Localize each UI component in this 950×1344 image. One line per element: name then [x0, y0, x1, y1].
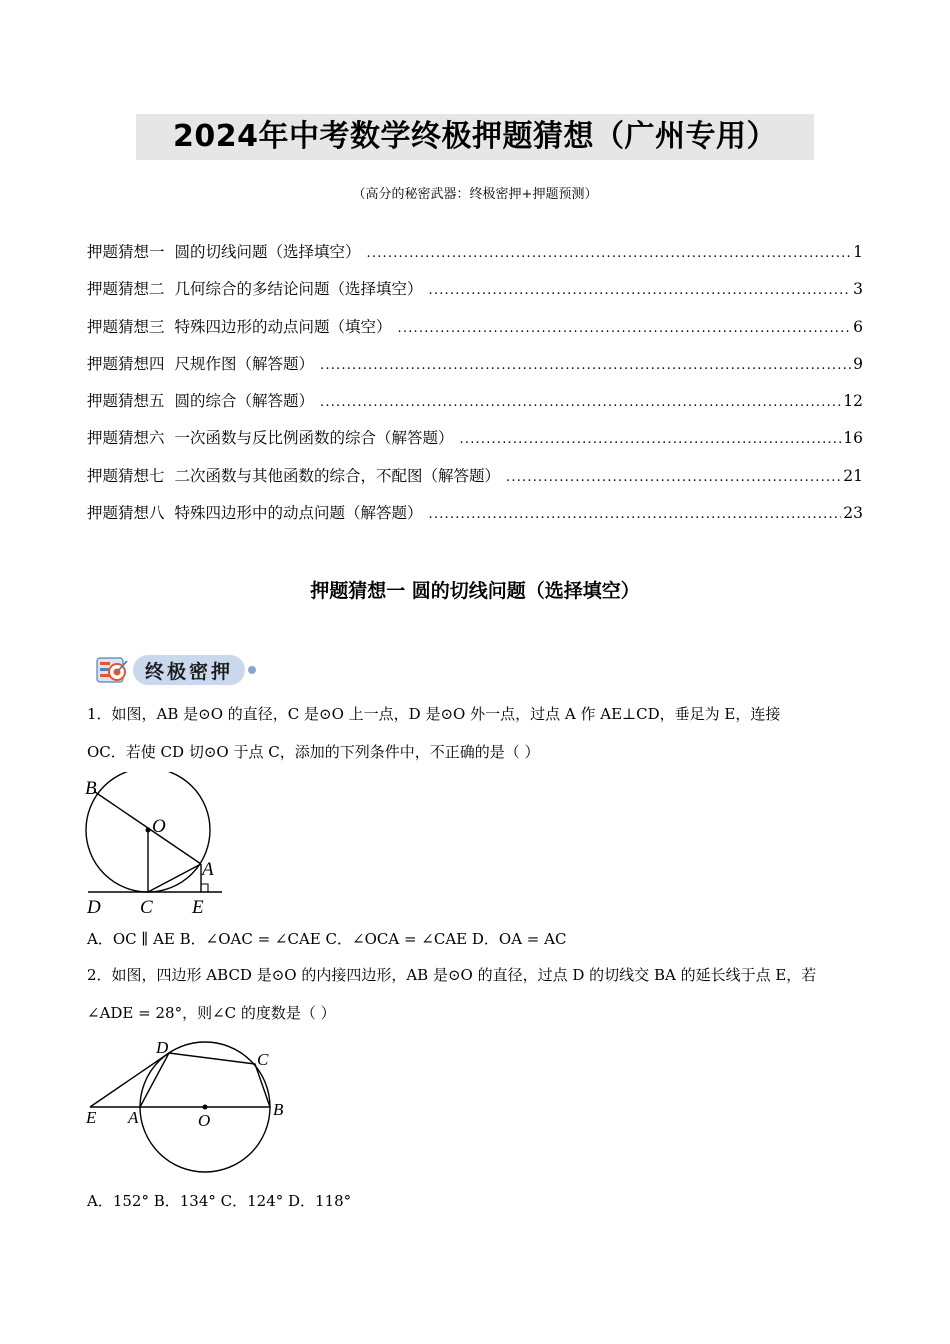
toc-leader: [460, 432, 842, 447]
toc-page: 12: [843, 392, 863, 411]
toc-entry[interactable]: [87, 352, 863, 389]
toc-entry[interactable]: [87, 464, 863, 501]
tangent-ed: [90, 1053, 169, 1107]
toc-leader: [429, 507, 842, 522]
page-title: 2024年中考数学终极押题猜想（广州专用）: [173, 119, 777, 154]
toc-leader: [506, 470, 841, 485]
toc-entry[interactable]: [87, 501, 863, 538]
label-d: D: [87, 897, 101, 918]
label-c: C: [140, 897, 153, 918]
toc-number: 押题猜想二: [87, 280, 165, 299]
question-2-line-1: 2．如图，四边形 ABCD 是⊙O 的内接四边形，AB 是⊙O 的直径，过点 D 的切线交 BA 的延长线于点 E，若: [87, 966, 817, 984]
label-a: A: [202, 859, 214, 880]
toc-number: 押题猜想三: [87, 317, 165, 336]
toc-title: 圆的切线问题（选择填空）: [174, 243, 361, 261]
toc-number: 押题猜想一: [87, 243, 165, 261]
toc-title: 特殊四边形中的动点问题（解答题）: [174, 504, 423, 523]
final-prediction-badge: [95, 652, 260, 688]
page-subtitle: （高分的秘密武器：终极密押+押题预测）: [352, 187, 598, 202]
center-point: [146, 828, 151, 833]
toc-leader: [398, 321, 852, 336]
question-2-line-2: ∠ADE = 28°，则∠C 的度数是（ ）: [87, 1004, 336, 1022]
toc-title: 尺规作图（解答题）: [174, 354, 315, 373]
toc-leader: [367, 246, 852, 261]
label-d: D: [156, 1038, 169, 1057]
badge-label: 终极密押: [145, 661, 234, 683]
toc-page: 23: [843, 504, 863, 523]
toc-title: 二次函数与其他函数的综合，不配图（解答题）: [174, 466, 501, 485]
toc-number: 押题猜想六: [87, 429, 165, 448]
label-b: B: [273, 1100, 284, 1119]
toc-leader: [320, 358, 851, 373]
toc-page: 1: [853, 243, 863, 261]
label-o: O: [152, 816, 166, 837]
question-1-options: A．OC ∥ AE B．∠OAC = ∠CAE C．∠OCA = ∠CAE D．OA = AC: [87, 930, 567, 948]
section-heading: 押题猜想一 圆的切线问题（选择填空）: [310, 580, 640, 602]
chord-ac: [148, 864, 201, 892]
toc-page: 6: [853, 317, 863, 336]
table-of-contents: [87, 240, 863, 538]
toc-page: 3: [853, 280, 863, 299]
center-point: [203, 1105, 208, 1110]
label-a: A: [128, 1108, 139, 1127]
right-angle-mark: [201, 884, 208, 892]
toc-entry[interactable]: [87, 315, 863, 352]
toc-entry[interactable]: [87, 426, 863, 463]
toc-page: 21: [843, 466, 863, 485]
title-banner: [136, 114, 814, 160]
question-2: [87, 956, 867, 1032]
label-b: B: [85, 778, 97, 799]
toc-entry[interactable]: [87, 389, 863, 426]
toc-title: 特殊四边形的动点问题（填空）: [174, 317, 392, 336]
toc-number: 押题猜想八: [87, 504, 165, 523]
label-o: O: [198, 1111, 211, 1130]
toc-title: 几何综合的多结论问题（选择填空）: [174, 280, 423, 299]
toc-page: 9: [853, 354, 863, 373]
toc-page: 16: [843, 429, 863, 448]
toc-title: 一次函数与反比例函数的综合（解答题）: [174, 429, 454, 448]
question-1: [87, 695, 867, 771]
toc-entry[interactable]: [87, 240, 863, 277]
toc-title: 圆的综合（解答题）: [174, 392, 315, 411]
label-e: E: [86, 1108, 97, 1127]
figure-1: [80, 772, 230, 918]
toc-entry[interactable]: [87, 277, 863, 314]
toc-number: 押题猜想四: [87, 354, 165, 373]
question-2-options: A．152° B．134° C．124° D．118°: [87, 1192, 352, 1210]
question-1-line-1: 1．如图，AB 是⊙O 的直径，C 是⊙O 上一点，D 是⊙O 外一点，过点 A 作 AE⊥CD，垂足为 E，连接: [87, 705, 781, 723]
label-e: E: [192, 897, 204, 918]
toc-number: 押题猜想七: [87, 466, 165, 485]
toc-leader: [429, 283, 852, 298]
toc-number: 押题猜想五: [87, 392, 165, 411]
label-c: C: [257, 1050, 269, 1069]
question-1-line-2: OC．若使 CD 切⊙O 于点 C，添加的下列条件中，不正确的是（ ）: [87, 743, 540, 761]
toc-leader: [320, 395, 841, 410]
figure-2: [82, 1036, 294, 1176]
